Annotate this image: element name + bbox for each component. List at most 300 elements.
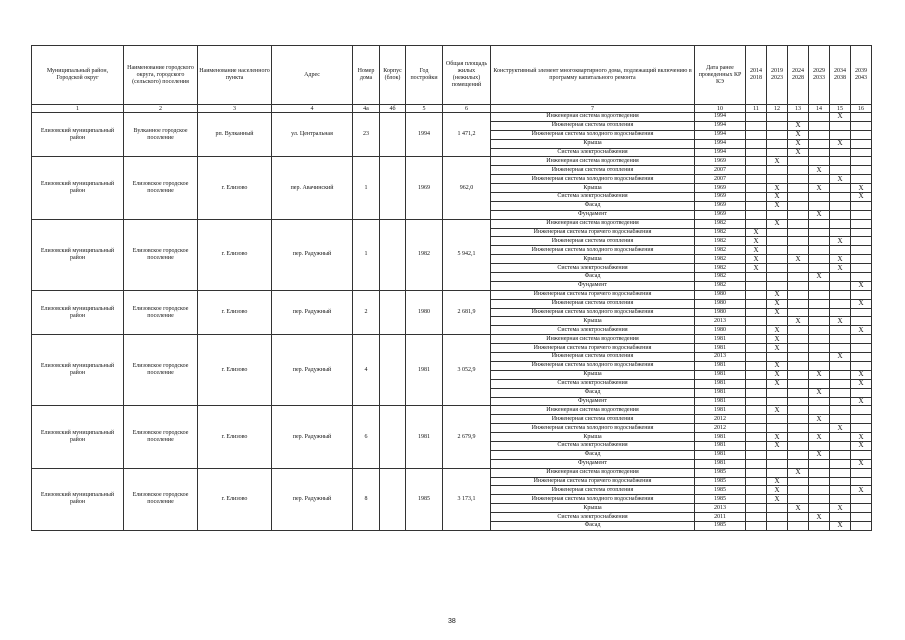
mark-2019-2023: X [767, 344, 788, 353]
col-header-2034: 2034 2038 [830, 46, 851, 105]
previous-repair-date-cell: 1982 [695, 264, 746, 273]
block-cell [380, 157, 406, 219]
mark-2019-2023 [767, 388, 788, 397]
locality-cell: рп. Вулканный [198, 113, 272, 157]
mark-2034-2038 [830, 219, 851, 228]
previous-repair-date-cell: 1981 [695, 344, 746, 353]
area-cell: 2 679,9 [443, 406, 491, 468]
element-cell: Крыша [491, 504, 695, 513]
mark-2039-2043: X [851, 326, 872, 335]
mark-2014-2018 [746, 513, 767, 522]
mark-2039-2043: X [851, 184, 872, 193]
mark-2039-2043: X [851, 397, 872, 406]
table-row [32, 113, 872, 122]
previous-repair-date-cell: 2012 [695, 424, 746, 433]
mark-2039-2043 [851, 335, 872, 344]
mark-2039-2043 [851, 113, 872, 122]
house-number-cell: 8 [353, 468, 380, 530]
col-number: 14 [809, 105, 830, 113]
block-cell [380, 406, 406, 468]
previous-repair-date-cell: 1981 [695, 335, 746, 344]
col-number: 4а [353, 105, 380, 113]
address-cell: пер. Радужный [272, 468, 353, 530]
mark-2014-2018 [746, 210, 767, 219]
element-cell: Фундамент [491, 210, 695, 219]
area-cell: 962,0 [443, 157, 491, 219]
mark-2029-2033 [809, 459, 830, 468]
element-cell: Фасад [491, 450, 695, 459]
mark-2034-2038 [830, 157, 851, 166]
mark-2014-2018 [746, 459, 767, 468]
element-cell: Инженерная система холодного водоснабжения [491, 495, 695, 504]
col-number: 13 [788, 105, 809, 113]
previous-repair-date-cell: 2012 [695, 415, 746, 424]
previous-repair-date-cell: 1981 [695, 441, 746, 450]
previous-repair-date-cell: 2013 [695, 353, 746, 362]
element-cell: Фасад [491, 388, 695, 397]
mark-2014-2018 [746, 281, 767, 290]
mark-2019-2023: X [767, 335, 788, 344]
element-cell: Система электроснабжения [491, 264, 695, 273]
mark-2029-2033 [809, 317, 830, 326]
mark-2034-2038 [830, 246, 851, 255]
previous-repair-date-cell: 2011 [695, 513, 746, 522]
element-cell: Инженерная система горячего водоснабжения [491, 228, 695, 237]
mark-2034-2038 [830, 121, 851, 130]
col-header-element: Конструктивный элемент многоквартирного дома, подлежащий включению в программу капитального ремонта [491, 46, 695, 105]
previous-repair-date-cell: 1982 [695, 228, 746, 237]
element-cell: Инженерная система водоотведения [491, 113, 695, 122]
header-row [32, 46, 872, 105]
element-cell: Инженерная система отопления [491, 237, 695, 246]
previous-repair-date-cell: 2013 [695, 317, 746, 326]
mark-2014-2018 [746, 468, 767, 477]
mark-2024-2028 [788, 379, 809, 388]
mark-2039-2043 [851, 361, 872, 370]
col-header-2014: 2014 2018 [746, 46, 767, 105]
mark-2034-2038 [830, 281, 851, 290]
house-number-cell: 2 [353, 290, 380, 334]
mark-2039-2043 [851, 353, 872, 362]
mark-2019-2023 [767, 148, 788, 157]
mark-2039-2043 [851, 201, 872, 210]
element-cell: Крыша [491, 433, 695, 442]
previous-repair-date-cell: 1994 [695, 121, 746, 130]
settlement-cell: Елизовское городское поселение [124, 406, 198, 468]
mark-2014-2018 [746, 477, 767, 486]
mark-2014-2018 [746, 450, 767, 459]
mark-2029-2033 [809, 201, 830, 210]
mark-2029-2033: X [809, 513, 830, 522]
mark-2034-2038 [830, 459, 851, 468]
element-cell: Инженерная система холодного водоснабжения [491, 246, 695, 255]
mark-2029-2033 [809, 504, 830, 513]
mark-2024-2028 [788, 495, 809, 504]
mark-2034-2038 [830, 184, 851, 193]
mark-2024-2028 [788, 459, 809, 468]
mark-2019-2023: X [767, 308, 788, 317]
previous-repair-date-cell: 1982 [695, 255, 746, 264]
mark-2039-2043 [851, 139, 872, 148]
mark-2029-2033 [809, 477, 830, 486]
block-cell [380, 113, 406, 157]
block-cell [380, 219, 406, 290]
mark-2019-2023 [767, 450, 788, 459]
col-number: 7 [491, 105, 695, 113]
mark-2039-2043 [851, 290, 872, 299]
mark-2029-2033 [809, 246, 830, 255]
district-cell: Елизовский муниципальный район [32, 406, 124, 468]
col-number: 16 [851, 105, 872, 113]
area-cell: 3 173,1 [443, 468, 491, 530]
mark-2014-2018 [746, 344, 767, 353]
mark-2029-2033: X [809, 184, 830, 193]
mark-2019-2023 [767, 113, 788, 122]
locality-cell: г. Елизово [198, 335, 272, 406]
mark-2034-2038 [830, 477, 851, 486]
col-number: 10 [695, 105, 746, 113]
mark-2014-2018 [746, 486, 767, 495]
mark-2039-2043 [851, 504, 872, 513]
mark-2019-2023 [767, 513, 788, 522]
mark-2024-2028 [788, 237, 809, 246]
mark-2019-2023 [767, 130, 788, 139]
previous-repair-date-cell: 1982 [695, 237, 746, 246]
mark-2014-2018: X [746, 237, 767, 246]
locality-cell: г. Елизово [198, 157, 272, 219]
element-cell: Система электроснабжения [491, 148, 695, 157]
mark-2039-2043 [851, 317, 872, 326]
previous-repair-date-cell: 1969 [695, 210, 746, 219]
mark-2039-2043 [851, 157, 872, 166]
mark-2014-2018 [746, 166, 767, 175]
locality-cell: г. Елизово [198, 219, 272, 290]
mark-2014-2018 [746, 148, 767, 157]
previous-repair-date-cell: 1985 [695, 495, 746, 504]
mark-2024-2028 [788, 335, 809, 344]
mark-2034-2038: X [830, 424, 851, 433]
mark-2039-2043: X [851, 486, 872, 495]
mark-2034-2038 [830, 290, 851, 299]
element-cell: Инженерная система водоотведения [491, 468, 695, 477]
mark-2029-2033 [809, 237, 830, 246]
mark-2039-2043 [851, 246, 872, 255]
mark-2039-2043: X [851, 459, 872, 468]
mark-2024-2028 [788, 353, 809, 362]
mark-2039-2043 [851, 255, 872, 264]
mark-2039-2043 [851, 121, 872, 130]
mark-2034-2038 [830, 450, 851, 459]
mark-2039-2043 [851, 477, 872, 486]
mark-2019-2023 [767, 459, 788, 468]
mark-2024-2028 [788, 113, 809, 122]
mark-2014-2018 [746, 370, 767, 379]
block-cell [380, 290, 406, 334]
mark-2019-2023 [767, 175, 788, 184]
mark-2034-2038 [830, 513, 851, 522]
mark-2019-2023 [767, 468, 788, 477]
mark-2034-2038 [830, 335, 851, 344]
mark-2039-2043 [851, 513, 872, 522]
element-cell: Инженерная система холодного водоснабжения [491, 361, 695, 370]
mark-2019-2023 [767, 210, 788, 219]
element-cell: Инженерная система отопления [491, 415, 695, 424]
element-cell: Инженерная система холодного водоснабжения [491, 308, 695, 317]
mark-2019-2023: X [767, 157, 788, 166]
mark-2029-2033 [809, 335, 830, 344]
mark-2029-2033 [809, 290, 830, 299]
col-header-settlement: Наименование городского округа, городского (сельского) поселения [124, 46, 198, 105]
year-built-cell: 1982 [406, 219, 443, 290]
previous-repair-date-cell: 1994 [695, 139, 746, 148]
mark-2014-2018 [746, 130, 767, 139]
district-cell: Елизовский муниципальный район [32, 290, 124, 334]
house-number-cell: 1 [353, 219, 380, 290]
mark-2014-2018 [746, 201, 767, 210]
mark-2029-2033 [809, 344, 830, 353]
mark-2039-2043 [851, 406, 872, 415]
district-cell: Елизовский муниципальный район [32, 335, 124, 406]
mark-2019-2023: X [767, 406, 788, 415]
element-cell: Крыша [491, 139, 695, 148]
mark-2014-2018 [746, 415, 767, 424]
element-cell: Инженерная система водоотведения [491, 157, 695, 166]
mark-2029-2033 [809, 281, 830, 290]
table-row [32, 406, 872, 415]
mark-2034-2038: X [830, 175, 851, 184]
mark-2034-2038: X [830, 113, 851, 122]
previous-repair-date-cell: 1985 [695, 468, 746, 477]
year-built-cell: 1981 [406, 335, 443, 406]
mark-2014-2018 [746, 139, 767, 148]
mark-2014-2018 [746, 175, 767, 184]
mark-2034-2038: X [830, 255, 851, 264]
previous-repair-date-cell: 1981 [695, 433, 746, 442]
mark-2024-2028 [788, 273, 809, 282]
block-cell [380, 335, 406, 406]
element-cell: Инженерная система водоотведения [491, 406, 695, 415]
mark-2024-2028 [788, 299, 809, 308]
mark-2039-2043 [851, 228, 872, 237]
mark-2039-2043: X [851, 370, 872, 379]
mark-2024-2028 [788, 210, 809, 219]
mark-2029-2033 [809, 113, 830, 122]
mark-2029-2033 [809, 379, 830, 388]
year-built-cell: 1981 [406, 406, 443, 468]
table-row [32, 468, 872, 477]
mark-2039-2043 [851, 388, 872, 397]
mark-2019-2023 [767, 353, 788, 362]
previous-repair-date-cell: 1981 [695, 388, 746, 397]
settlement-cell: Вулканное городское поселение [124, 113, 198, 157]
element-cell: Инженерная система холодного водоснабжения [491, 175, 695, 184]
col-header-block: Корпус (блок) [380, 46, 406, 105]
element-cell: Фундамент [491, 397, 695, 406]
mark-2039-2043 [851, 450, 872, 459]
previous-repair-date-cell: 1982 [695, 219, 746, 228]
col-number: 6 [443, 105, 491, 113]
mark-2034-2038 [830, 193, 851, 202]
mark-2014-2018 [746, 521, 767, 530]
address-cell: пер. Радужный [272, 290, 353, 334]
mark-2014-2018: X [746, 228, 767, 237]
element-cell: Крыша [491, 255, 695, 264]
year-built-cell: 1969 [406, 157, 443, 219]
mark-2019-2023 [767, 166, 788, 175]
mark-2024-2028 [788, 415, 809, 424]
settlement-cell: Елизовское городское поселение [124, 468, 198, 530]
mark-2029-2033 [809, 361, 830, 370]
mark-2029-2033: X [809, 210, 830, 219]
mark-2019-2023 [767, 139, 788, 148]
col-number: 11 [746, 105, 767, 113]
previous-repair-date-cell: 1980 [695, 326, 746, 335]
mark-2034-2038 [830, 148, 851, 157]
mark-2034-2038 [830, 308, 851, 317]
mark-2019-2023 [767, 317, 788, 326]
mark-2024-2028 [788, 184, 809, 193]
mark-2039-2043: X [851, 433, 872, 442]
element-cell: Крыша [491, 184, 695, 193]
previous-repair-date-cell: 1981 [695, 379, 746, 388]
mark-2034-2038 [830, 441, 851, 450]
element-cell: Инженерная система отопления [491, 299, 695, 308]
previous-repair-date-cell: 2007 [695, 166, 746, 175]
mark-2039-2043 [851, 130, 872, 139]
mark-2024-2028 [788, 166, 809, 175]
previous-repair-date-cell: 1969 [695, 184, 746, 193]
address-cell: пер. Радужный [272, 219, 353, 290]
locality-cell: г. Елизово [198, 468, 272, 530]
mark-2039-2043: X [851, 299, 872, 308]
year-built-cell: 1994 [406, 113, 443, 157]
mark-2029-2033 [809, 353, 830, 362]
mark-2039-2043 [851, 415, 872, 424]
mark-2029-2033 [809, 468, 830, 477]
settlement-cell: Елизовское городское поселение [124, 157, 198, 219]
mark-2014-2018 [746, 433, 767, 442]
mark-2034-2038: X [830, 504, 851, 513]
previous-repair-date-cell: 1994 [695, 148, 746, 157]
element-cell: Фасад [491, 201, 695, 210]
column-number-row [32, 105, 872, 113]
house-number-cell: 23 [353, 113, 380, 157]
previous-repair-date-cell: 1981 [695, 397, 746, 406]
element-cell: Система электроснабжения [491, 441, 695, 450]
year-built-cell: 1980 [406, 290, 443, 334]
mark-2029-2033: X [809, 450, 830, 459]
mark-2019-2023: X [767, 433, 788, 442]
previous-repair-date-cell: 1994 [695, 130, 746, 139]
house-number-cell: 6 [353, 406, 380, 468]
mark-2034-2038 [830, 370, 851, 379]
mark-2029-2033 [809, 521, 830, 530]
mark-2039-2043: X [851, 379, 872, 388]
col-number: 15 [830, 105, 851, 113]
mark-2029-2033 [809, 148, 830, 157]
district-cell: Елизовский муниципальный район [32, 113, 124, 157]
mark-2029-2033: X [809, 388, 830, 397]
mark-2029-2033 [809, 193, 830, 202]
area-cell: 3 052,9 [443, 335, 491, 406]
mark-2039-2043 [851, 219, 872, 228]
col-number: 4б [380, 105, 406, 113]
mark-2024-2028: X [788, 255, 809, 264]
element-cell: Инженерная система отопления [491, 166, 695, 175]
mark-2019-2023: X [767, 184, 788, 193]
col-number: 3 [198, 105, 272, 113]
table-row [32, 335, 872, 344]
mark-2014-2018 [746, 121, 767, 130]
mark-2024-2028: X [788, 468, 809, 477]
col-header-2029: 2029 2033 [809, 46, 830, 105]
mark-2014-2018 [746, 361, 767, 370]
col-header-2039: 2039 2043 [851, 46, 872, 105]
mark-2029-2033: X [809, 415, 830, 424]
locality-cell: г. Елизово [198, 290, 272, 334]
mark-2014-2018 [746, 308, 767, 317]
mark-2024-2028 [788, 450, 809, 459]
mark-2024-2028 [788, 388, 809, 397]
element-cell: Инженерная система горячего водоснабжения [491, 477, 695, 486]
mark-2014-2018 [746, 441, 767, 450]
mark-2024-2028 [788, 290, 809, 299]
mark-2014-2018 [746, 388, 767, 397]
previous-repair-date-cell: 1981 [695, 459, 746, 468]
mark-2019-2023: X [767, 370, 788, 379]
mark-2029-2033 [809, 175, 830, 184]
element-cell: Инженерная система отопления [491, 353, 695, 362]
element-cell: Инженерная система горячего водоснабжения [491, 344, 695, 353]
mark-2029-2033 [809, 121, 830, 130]
previous-repair-date-cell: 2007 [695, 175, 746, 184]
element-cell: Инженерная система горячего водоснабжения [491, 290, 695, 299]
mark-2024-2028: X [788, 130, 809, 139]
mark-2029-2033 [809, 397, 830, 406]
mark-2019-2023: X [767, 299, 788, 308]
mark-2024-2028 [788, 486, 809, 495]
col-header-year: Год постройки [406, 46, 443, 105]
element-cell: Фундамент [491, 281, 695, 290]
mark-2024-2028 [788, 246, 809, 255]
element-cell: Крыша [491, 317, 695, 326]
mark-2029-2033 [809, 255, 830, 264]
mark-2034-2038 [830, 433, 851, 442]
mark-2029-2033 [809, 139, 830, 148]
area-cell: 5 942,1 [443, 219, 491, 290]
settlement-cell: Елизовское городское поселение [124, 290, 198, 334]
district-cell: Елизовский муниципальный район [32, 468, 124, 530]
mark-2024-2028 [788, 370, 809, 379]
col-header-house: Номер дома [353, 46, 380, 105]
mark-2019-2023 [767, 397, 788, 406]
mark-2014-2018 [746, 157, 767, 166]
mark-2039-2043 [851, 210, 872, 219]
mark-2029-2033: X [809, 370, 830, 379]
mark-2029-2033: X [809, 433, 830, 442]
mark-2034-2038 [830, 361, 851, 370]
mark-2014-2018 [746, 193, 767, 202]
mark-2014-2018 [746, 299, 767, 308]
previous-repair-date-cell: 1994 [695, 113, 746, 122]
mark-2014-2018 [746, 113, 767, 122]
mark-2034-2038 [830, 406, 851, 415]
previous-repair-date-cell: 1985 [695, 477, 746, 486]
mark-2024-2028 [788, 406, 809, 415]
previous-repair-date-cell: 1982 [695, 281, 746, 290]
mark-2039-2043 [851, 264, 872, 273]
element-cell: Крыша [491, 370, 695, 379]
